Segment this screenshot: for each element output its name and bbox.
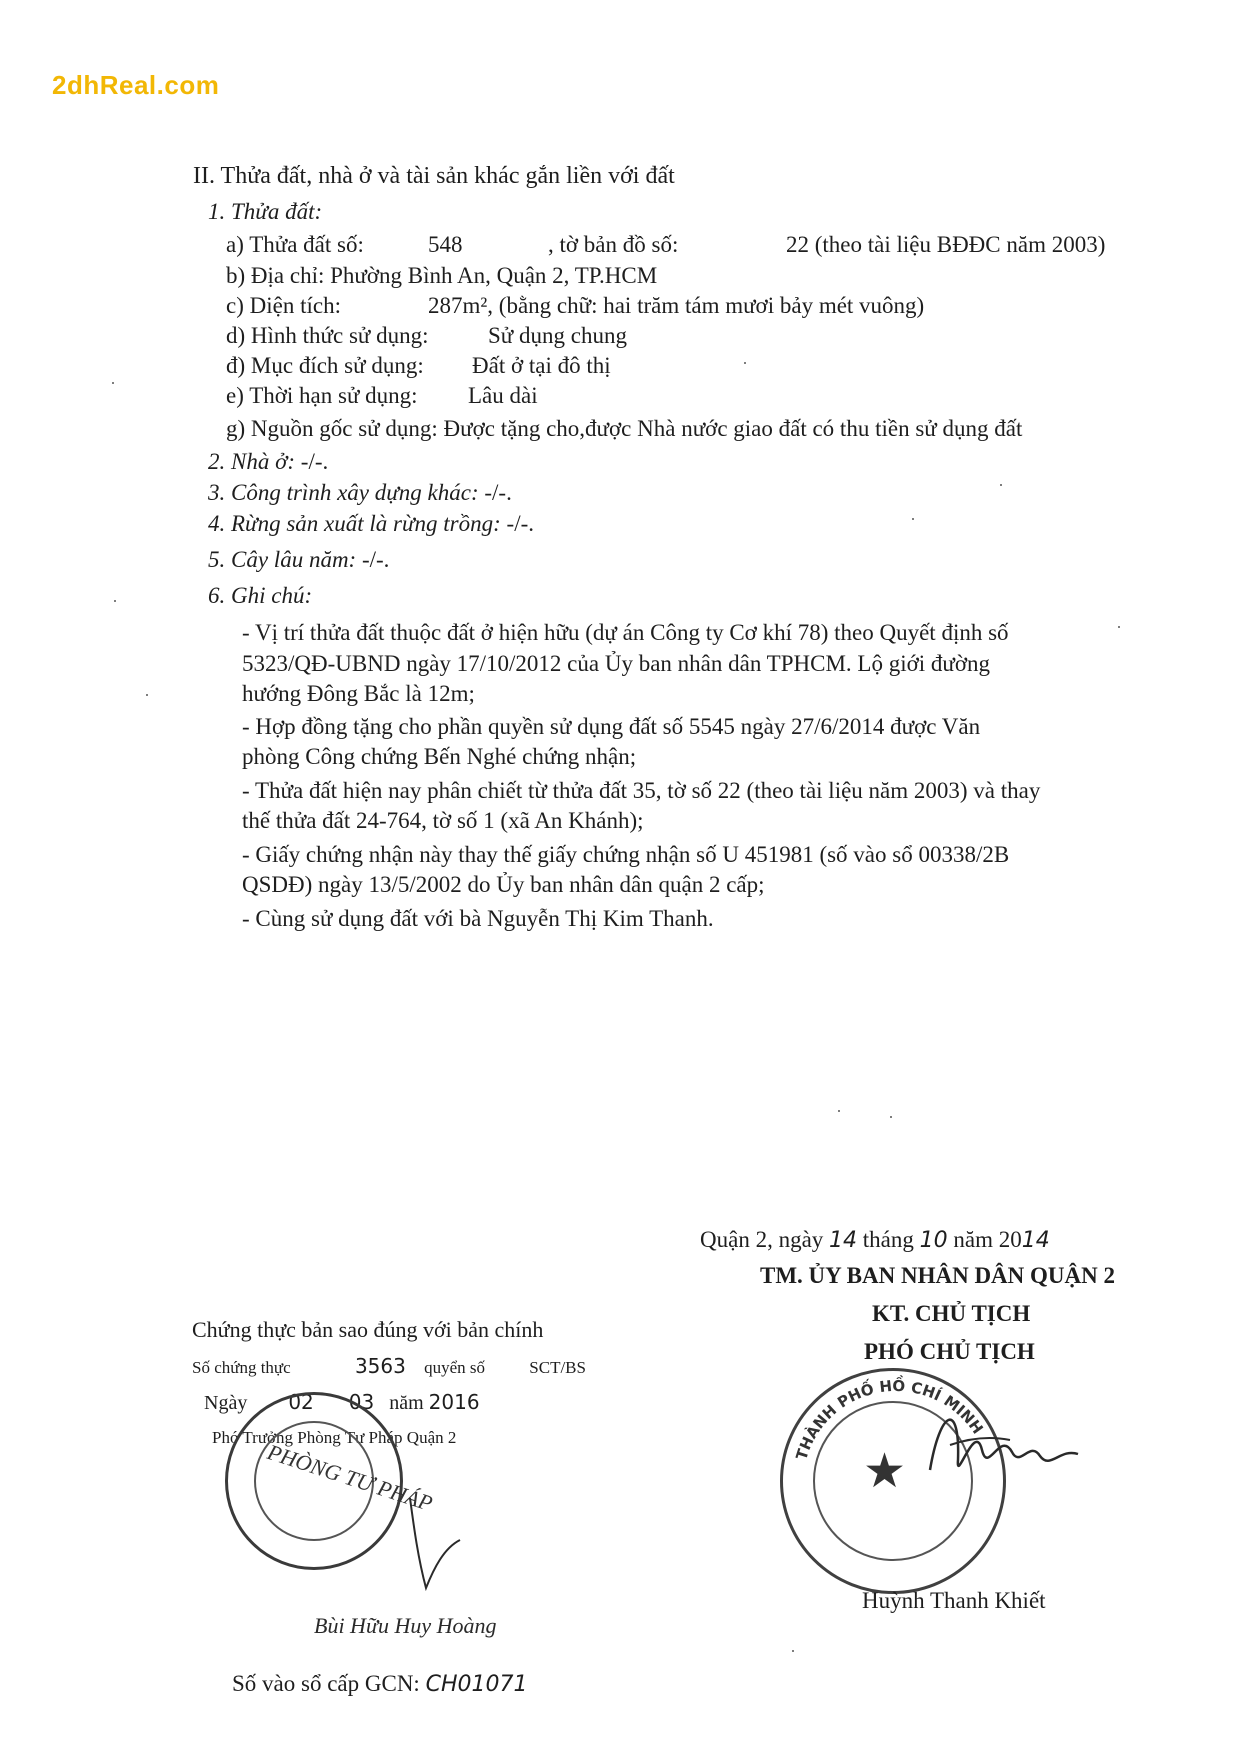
certification-number-line (192, 1352, 586, 1382)
parcel-line (226, 231, 364, 259)
term-label: e) Thời hạn sử dụng: (226, 383, 418, 408)
gcn-value: CH01071 (425, 1672, 528, 1697)
house-label: 2. Nhà ở: (208, 449, 296, 474)
perennial-value: -/-. (361, 547, 390, 572)
chairman-name: Huỳnh Thanh Khiết (862, 1588, 1046, 1613)
justice-office-seal-text: PHÒNG TƯ PHÁP (264, 1439, 436, 1516)
area-label: c) Diện tích: (226, 293, 341, 318)
district-seal-text: THÀNH PHỐ HỒ CHÍ MINH (792, 1376, 987, 1463)
site-watermark: 2dhReal.com (52, 70, 220, 100)
other-works-item (208, 479, 512, 507)
issuer-org: TM. ỦY BAN NHÂN DÂN QUẬN 2 (760, 1263, 1115, 1288)
issue-month-label: tháng (862, 1227, 914, 1252)
gcn-label: Số vào sổ cấp GCN: (232, 1671, 420, 1696)
note-line: - Cùng sử dụng đất với bà Nguyễn Thị Kim Thanh. (242, 906, 714, 931)
issuer-role-1: KT. CHỦ TỊCH (872, 1301, 1031, 1326)
issue-month: 10 (919, 1228, 948, 1253)
issue-year-label: năm 20 (953, 1227, 1022, 1252)
parcel-number: 548 (428, 232, 463, 257)
term-value: Lâu dài (468, 383, 538, 408)
parcel-label: a) Thửa đất số: (226, 232, 364, 257)
perennial-label: 5. Cây lâu năm: (208, 547, 357, 572)
notes-heading: 6. Ghi chú: (208, 583, 313, 608)
note-line: thế thửa đất 24-764, tờ số 1 (xã An Khánh); (242, 808, 644, 833)
issue-day: 14 (829, 1228, 858, 1253)
certification-date-month: 03 (348, 1390, 375, 1414)
certifier-name: Bùi Hữu Huy Hoàng (314, 1613, 497, 1638)
certifier-mark (400, 1488, 470, 1598)
area-value: 287m², (bằng chữ: hai trăm tám mươi bảy mét vuông) (428, 293, 925, 318)
certification-book-code: SCT/BS (529, 1358, 586, 1377)
map-number: 22 (theo tài liệu BĐĐC năm 2003) (786, 232, 1106, 257)
purpose-value: Đất ở tại đô thị (472, 353, 611, 378)
gcn-line (232, 1670, 527, 1699)
purpose-label: đ) Mục đích sử dụng: (226, 353, 424, 378)
land-heading: 1. Thửa đất: (208, 199, 323, 224)
origin-line: g) Nguồn gốc sử dụng: Được tặng cho,được Nhà nước giao đất có thu tiền sử dụng đất (226, 416, 1023, 441)
note-line: - Hợp đồng tặng cho phần quyền sử dụng đất số 5545 ngày 27/6/2014 được Văn (242, 714, 981, 739)
map-label: , tờ bản đồ số: (548, 232, 679, 257)
note-line: QSDĐ) ngày 13/5/2002 do Ủy ban nhân dân quận 2 cấp; (242, 872, 765, 897)
chairman-signature (920, 1390, 1090, 1500)
other-works-value: -/-. (484, 480, 512, 505)
note-line: phòng Công chứng Bến Nghé chứng nhận; (242, 744, 637, 769)
forest-label: 4. Rừng sản xuất là rừng trồng: (208, 511, 501, 536)
note-line: hướng Đông Bắc là 12m; (242, 681, 475, 706)
certification-number-value: 3563 (354, 1354, 406, 1378)
note-line: - Vị trí thửa đất thuộc đất ở hiện hữu (dự án Công ty Cơ khí 78) theo Quyết định số (242, 620, 1009, 645)
certification-number-label: Số chứng thực (192, 1358, 291, 1377)
issue-date-prefix: Quận 2, ngày (700, 1227, 824, 1252)
certification-date-year: 2016 (428, 1390, 480, 1414)
perennial-item (208, 546, 389, 574)
certification-book-label: quyển số (424, 1358, 486, 1377)
forest-item (208, 510, 534, 538)
issue-date (700, 1226, 1050, 1255)
use-form-label: d) Hình thức sử dụng: (226, 323, 429, 348)
note-line: - Thửa đất hiện nay phân chiết từ thửa đất 35, tờ số 22 (theo tài liệu năm 2003) và thay (242, 778, 1041, 803)
certification-date-day: 02 (288, 1390, 314, 1414)
address-line: b) Địa chỉ: Phường Bình An, Quận 2, TP.HCM (226, 263, 658, 288)
issuer-role-2: PHÓ CHỦ TỊCH (864, 1339, 1035, 1364)
note-line: 5323/QĐ-UBND ngày 17/10/2012 của Ủy ban nhân dân TPHCM. Lộ giới đường (242, 651, 991, 676)
star-icon: ★ (863, 1443, 907, 1499)
section-title: II. Thửa đất, nhà ở và tài sản khác gắn liền với đất (193, 163, 675, 189)
certification-date-year-label: năm (389, 1392, 424, 1414)
other-works-label: 3. Công trình xây dựng khác: (208, 480, 479, 505)
house-value: -/-. (300, 449, 329, 474)
certification-office: Phó Trưởng Phòng Tư Pháp Quận 2 (212, 1428, 457, 1447)
forest-value: -/-. (506, 511, 534, 536)
house-item (208, 448, 328, 476)
issue-year-suffix: 14 (1021, 1228, 1050, 1253)
use-form-value: Sử dụng chung (488, 323, 627, 348)
certification-date-label: Ngày (204, 1392, 248, 1414)
certification-title: Chứng thực bản sao đúng với bản chính (192, 1317, 544, 1342)
note-line: - Giấy chứng nhận này thay thế giấy chứng nhận số U 451981 (số vào sổ 00338/2B (242, 842, 1010, 867)
